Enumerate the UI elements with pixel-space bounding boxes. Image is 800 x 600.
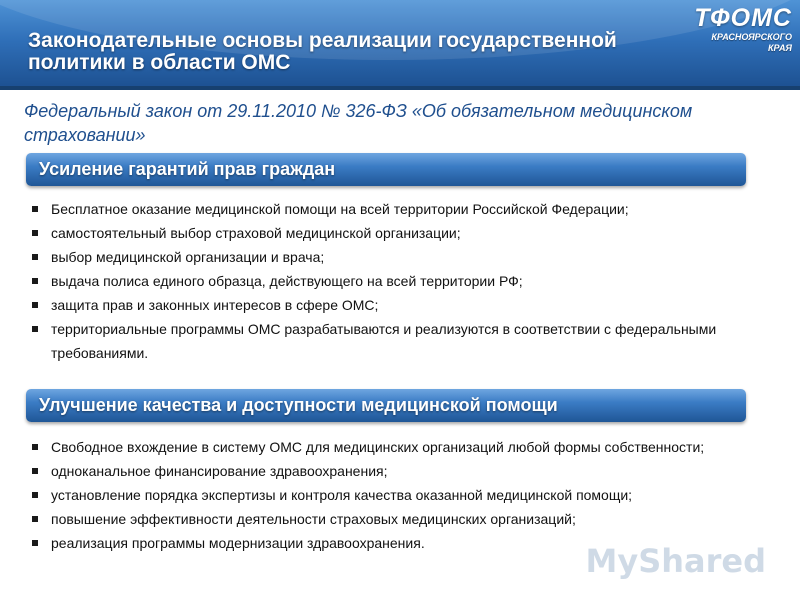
list-item-text: Бесплатное оказание медицинской помощи на всей территории Российской Федерации; bbox=[51, 201, 629, 217]
bullet-icon bbox=[32, 230, 38, 236]
logo-main: ТФОМС bbox=[694, 4, 792, 32]
section-2-list bbox=[32, 435, 752, 555]
bullet-icon bbox=[32, 516, 38, 522]
list-item bbox=[32, 483, 752, 507]
logo-line-1: КРАСНОЯРСКОГО bbox=[711, 32, 792, 42]
section-2-header bbox=[26, 389, 746, 422]
list-item-text: выбор медицинской организации и врача; bbox=[51, 249, 325, 265]
list-item-text: установление порядка экспертизы и контроля качества оказанной медицинской помощи; bbox=[51, 487, 633, 503]
list-item-text: повышение эффективности деятельности страховых медицинских организаций; bbox=[51, 511, 576, 527]
list-item bbox=[32, 507, 752, 531]
section-1-list bbox=[32, 197, 752, 365]
list-item bbox=[32, 293, 752, 317]
bullet-icon bbox=[32, 444, 38, 450]
list-item-text: Свободное вхождение в систему ОМС для медицинских организаций любой формы собственности; bbox=[51, 439, 705, 455]
page-title: Законодательные основы реализации государственной политики в области ОМС bbox=[28, 29, 617, 74]
bullet-icon bbox=[32, 540, 38, 546]
header-banner bbox=[0, 0, 800, 90]
section-2-title: Улучшение качества и доступности медицинской помощи bbox=[39, 395, 558, 415]
bullet-icon bbox=[32, 206, 38, 212]
list-item bbox=[32, 459, 752, 483]
list-item bbox=[32, 197, 752, 221]
law-reference: Федеральный закон от 29.11.2010 № 326-ФЗ «Об обязательном медицинском страховании» bbox=[24, 101, 693, 145]
list-item bbox=[32, 435, 752, 459]
list-item bbox=[32, 221, 752, 245]
section-1-title: Усиление гарантий прав граждан bbox=[39, 159, 336, 179]
list-item-text: одноканальное финансирование здравоохранения; bbox=[51, 463, 388, 479]
tfoms-logo bbox=[692, 4, 792, 54]
list-item-text: выдача полиса единого образца, действующего на всей территории РФ; bbox=[51, 273, 523, 289]
list-item-text: территориальные программы ОМС разрабатываются и реализуются в соответствии с федеральными требованиями. bbox=[51, 321, 717, 361]
list-item bbox=[32, 317, 752, 365]
bullet-icon bbox=[32, 254, 38, 260]
bullet-icon bbox=[32, 468, 38, 474]
list-item-text: реализация программы модернизации здравоохранения. bbox=[51, 535, 425, 551]
list-item-text: защита прав и законных интересов в сфере ОМС; bbox=[51, 297, 379, 313]
section-1-header bbox=[26, 153, 746, 186]
bullet-icon bbox=[32, 492, 38, 498]
bullet-icon bbox=[32, 302, 38, 308]
list-item bbox=[32, 245, 752, 269]
bullet-icon bbox=[32, 278, 38, 284]
list-item-text: самостоятельный выбор страховой медицинской организации; bbox=[51, 225, 461, 241]
logo-line-2: КРАЯ bbox=[767, 43, 792, 53]
watermark: MyShared bbox=[585, 542, 766, 580]
bullet-icon bbox=[32, 326, 38, 332]
list-item bbox=[32, 269, 752, 293]
